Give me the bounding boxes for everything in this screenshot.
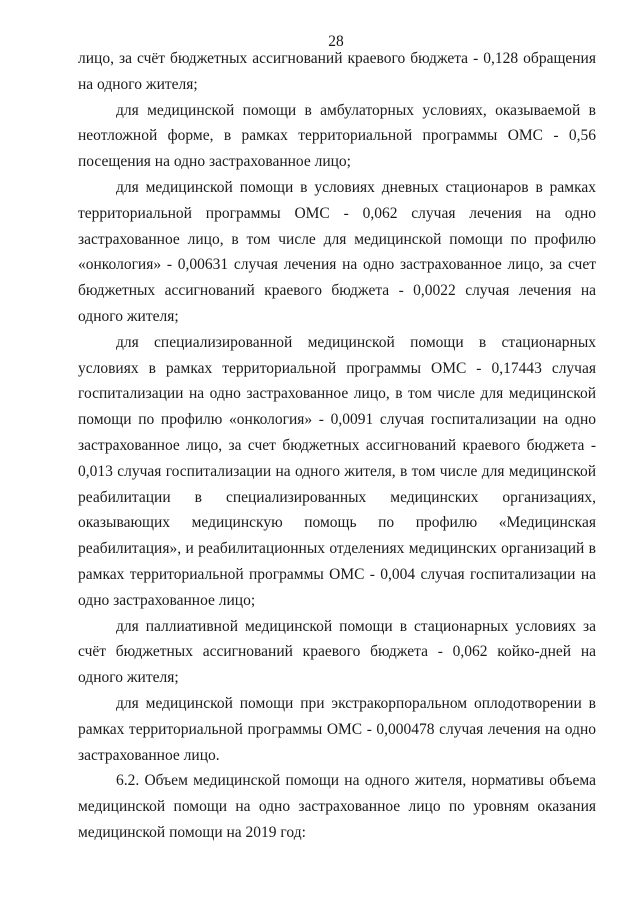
- paragraph-continuation: лицо, за счёт бюджетных ассигнований краевого бюджета - 0,128 обращения на одного жителя;: [78, 50, 596, 93]
- paragraph-ambulatory-emergency: для медицинской помощи в амбулаторных условиях, оказываемой в неотложной форме, в рамках территориальной программы ОМС - 0,56 посещения на одно застрахованное лицо;: [78, 101, 596, 171]
- page-number: 28: [328, 33, 344, 50]
- paragraph-day-hospital: для медицинской помощи в условиях дневных стационаров в рамках территориальной программы ОМС - 0,062 случая лечения на одно застрахованное лицо, в том числе для медицинской помощи по профилю «онкология» - 0,00631 случая лечения на одно застрахованное лицо, за счет бюджетных ассигнований краевого бюджета - 0,0022 случая лечения на одного жителя;: [78, 178, 596, 325]
- paragraph-palliative: для паллиативной медицинской помощи в стационарных условиях за счёт бюджетных ассигнований краевого бюджета - 0,062 койко-дней на одного жителя;: [78, 617, 596, 687]
- paragraph-ivf: для медицинской помощи при экстракорпоральном оплодотворении в рамках территориальной программы ОМС - 0,000478 случая лечения на одно застрахованное лицо.: [78, 694, 596, 764]
- paragraph-section-6-2: 6.2. Объем медицинской помощи на одного жителя, нормативы объема медицинской помощи на одно застрахованное лицо по уровням оказания медицинской помощи на 2019 год:: [78, 772, 596, 841]
- document-body: [78, 46, 596, 846]
- paragraph-specialized-inpatient: для специализированной медицинской помощи в стационарных условиях в рамках территориальной программы ОМС - 0,17443 случая госпитализации на одно застрахованное лицо, в том числе для медицинской помощи по профилю «онкология» - 0,0091 случая госпитализации на одно застрахованное лицо, за счет бюджетных ассигнований краевого бюджета - 0,013 случая госпитализации на одного жителя, в том числе для медицинской реабилитации в специализированных медицинских организациях, оказывающих медицинскую помощь по профилю «Медицинская реабилитация», и реабилитационных отделениях медицинских организаций в рамках территориальной программы ОМС - 0,004 случая госпитализации на одно застрахованное лицо;: [78, 333, 596, 609]
